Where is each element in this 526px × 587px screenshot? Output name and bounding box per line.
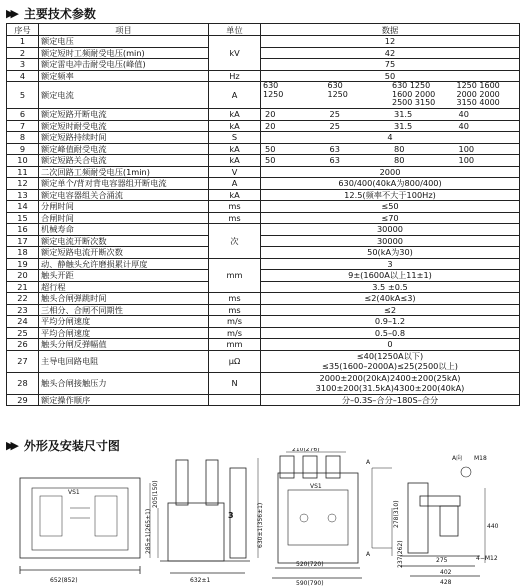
params-table bbox=[6, 23, 520, 406]
row-unit: ms bbox=[209, 212, 261, 224]
row-number: 13 bbox=[7, 189, 39, 201]
label-a2: A bbox=[366, 551, 371, 558]
row-item: 额定峰值耐受电流 bbox=[39, 143, 209, 155]
row-number: 8 bbox=[7, 132, 39, 144]
row-unit: kV bbox=[209, 36, 261, 71]
row-data: 分–0.3S–合分–180S–合分 bbox=[261, 394, 520, 406]
row-data bbox=[261, 120, 520, 132]
dim-d210: 210(276) bbox=[292, 448, 320, 453]
current-value: 630 1250 bbox=[392, 81, 431, 91]
row-data: 4 bbox=[261, 132, 520, 144]
row-number: 26 bbox=[7, 339, 39, 351]
row-data: 30000 bbox=[261, 235, 520, 247]
row-data: 0.9–1.2 bbox=[261, 316, 520, 328]
data-value: 100 bbox=[458, 155, 475, 165]
label-vs1-mid: VS1 bbox=[310, 483, 322, 490]
row-unit: μΩ bbox=[209, 350, 261, 372]
row-item: 分闸时间 bbox=[39, 201, 209, 213]
table-row bbox=[7, 36, 520, 48]
table-row bbox=[7, 235, 520, 247]
row-unit: kA bbox=[209, 155, 261, 167]
chevron-icon: ▶▶ bbox=[6, 7, 15, 20]
row-item: 平均分闸速度 bbox=[39, 316, 209, 328]
current-value: 630 bbox=[327, 81, 343, 91]
current-group bbox=[261, 82, 326, 108]
row-item: 超行程 bbox=[39, 281, 209, 293]
data-value: 25 bbox=[329, 120, 340, 131]
table-row bbox=[7, 166, 520, 178]
row-number: 1 bbox=[7, 36, 39, 48]
row-item: 主导电回路电阻 bbox=[39, 350, 209, 372]
table-row bbox=[7, 270, 520, 282]
row-item: 触头开距 bbox=[39, 270, 209, 282]
dim-w652: 652(852) bbox=[50, 577, 78, 584]
row-number: 24 bbox=[7, 316, 39, 328]
row-unit: S bbox=[209, 132, 261, 144]
row-item: 额定电流 bbox=[39, 82, 209, 109]
row-number: 2 bbox=[7, 47, 39, 59]
table-row bbox=[7, 372, 520, 394]
row-unit: m/s bbox=[209, 316, 261, 328]
dim-d402: 402 bbox=[440, 569, 452, 576]
row-item: 二次回路工频耐受电压(1min) bbox=[39, 166, 209, 178]
row-number: 20 bbox=[7, 270, 39, 282]
data-line: 3100±200(31.5kA)4300±200(40kA) bbox=[315, 383, 465, 393]
row-number: 12 bbox=[7, 178, 39, 190]
data-line: ≤40(1250A以下) bbox=[356, 351, 424, 361]
table-row bbox=[7, 339, 520, 351]
row-unit: mm bbox=[209, 339, 261, 351]
drawings-area bbox=[0, 448, 526, 587]
row-data: 30000 bbox=[261, 224, 520, 236]
row-number: 11 bbox=[7, 166, 39, 178]
row-item: 额定电压 bbox=[39, 36, 209, 48]
row-number: 22 bbox=[7, 293, 39, 305]
row-item: 额定单个/背对背电容器组开断电流 bbox=[39, 178, 209, 190]
row-data bbox=[261, 155, 520, 167]
row-item: 额定操作顺序 bbox=[39, 394, 209, 406]
row-data: ≤2 bbox=[261, 304, 520, 316]
row-number: 3 bbox=[7, 59, 39, 71]
dim-d275: 275 bbox=[436, 557, 448, 564]
row-item: 动、静触头允许磨损累计厚度 bbox=[39, 258, 209, 270]
row-item: 额定短路电流开断次数 bbox=[39, 247, 209, 259]
table-row bbox=[7, 258, 520, 270]
row-unit: ms bbox=[209, 293, 261, 305]
table-header-row bbox=[7, 24, 520, 36]
row-number: 19 bbox=[7, 258, 39, 270]
header-data: 数据 bbox=[261, 24, 520, 36]
row-unit: N bbox=[209, 372, 261, 394]
row-data: 12.5(频率不大于100Hz) bbox=[261, 189, 520, 201]
dim-d440: 440 bbox=[487, 523, 499, 530]
data-value: 100 bbox=[458, 143, 475, 154]
data-line: ≤35(1600–2000A)≤25(2500以上) bbox=[322, 361, 458, 371]
data-value: 31.5 bbox=[394, 109, 413, 119]
data-value: 63 bbox=[329, 143, 340, 154]
current-group bbox=[455, 82, 520, 108]
row-data: ≤50 bbox=[261, 201, 520, 213]
section-title-text: 外形及安装尺寸图 bbox=[23, 439, 120, 453]
row-unit: mm bbox=[209, 258, 261, 293]
row-data: 630/400(40kA为800/400) bbox=[261, 178, 520, 190]
label-a: A bbox=[366, 459, 371, 466]
current-value: 630 bbox=[263, 81, 279, 91]
chevron-icon: ▶▶ bbox=[6, 439, 15, 452]
row-item: 额定短路开断电流 bbox=[39, 109, 209, 121]
table-row bbox=[7, 201, 520, 213]
dim-d428: 428 bbox=[440, 579, 452, 586]
row-unit: ms bbox=[209, 304, 261, 316]
row-data: 50 bbox=[261, 70, 520, 82]
section-title-params bbox=[6, 5, 96, 22]
label-3: 3 bbox=[228, 511, 234, 520]
table-row bbox=[7, 247, 520, 259]
row-number: 18 bbox=[7, 247, 39, 259]
row-number: 16 bbox=[7, 224, 39, 236]
dimension-drawings bbox=[0, 448, 526, 587]
row-data: 2000 bbox=[261, 166, 520, 178]
data-value: 25 bbox=[329, 109, 340, 119]
row-item: 额定电流开断次数 bbox=[39, 235, 209, 247]
data-value: 80 bbox=[394, 143, 405, 154]
data-line: 2000±200(20kA)2400±200(25kA) bbox=[319, 373, 461, 383]
row-number: 28 bbox=[7, 372, 39, 394]
table-row bbox=[7, 281, 520, 293]
table-row bbox=[7, 224, 520, 236]
data-value: 31.5 bbox=[394, 120, 413, 131]
dim-d520: 520(720) bbox=[296, 561, 324, 568]
row-data: 75 bbox=[261, 59, 520, 71]
row-item: 平均合闸速度 bbox=[39, 327, 209, 339]
row-item: 额定短时耐受电流 bbox=[39, 120, 209, 132]
header-item: 项目 bbox=[39, 24, 209, 36]
row-data: 42 bbox=[261, 47, 520, 59]
table-row bbox=[7, 132, 520, 144]
current-group bbox=[326, 82, 391, 108]
label-a-dir: A向 bbox=[452, 455, 463, 462]
table-row bbox=[7, 178, 520, 190]
label-m18: M18 bbox=[474, 455, 487, 462]
dim-h205: 205(150) bbox=[152, 480, 159, 508]
row-data: 0 bbox=[261, 339, 520, 351]
row-data: 3 bbox=[261, 258, 520, 270]
row-number: 7 bbox=[7, 120, 39, 132]
row-number: 14 bbox=[7, 201, 39, 213]
row-number: 15 bbox=[7, 212, 39, 224]
row-data bbox=[261, 109, 520, 121]
row-unit: ms bbox=[209, 201, 261, 213]
row-data: 0.5–0.8 bbox=[261, 327, 520, 339]
row-item: 额定短路关合电流 bbox=[39, 155, 209, 167]
current-value: 3150 4000 bbox=[456, 98, 500, 108]
dim-h285: 285±1(265±1) bbox=[145, 508, 152, 554]
table-row bbox=[7, 143, 520, 155]
data-value: 50 bbox=[265, 155, 276, 165]
row-data: ≤70 bbox=[261, 212, 520, 224]
current-value: 2500 3150 bbox=[392, 98, 436, 108]
current-group bbox=[390, 82, 455, 108]
row-number: 5 bbox=[7, 82, 39, 109]
table-row bbox=[7, 59, 520, 71]
row-unit: Hz bbox=[209, 70, 261, 82]
row-unit: m/s bbox=[209, 327, 261, 339]
row-data: 3.5 ±0.5 bbox=[261, 281, 520, 293]
row-item: 额定短路持续时间 bbox=[39, 132, 209, 144]
header-no: 序号 bbox=[7, 24, 39, 36]
row-data: 50(kA为30) bbox=[261, 247, 520, 259]
row-item: 触头合闸接触压力 bbox=[39, 372, 209, 394]
table-row bbox=[7, 70, 520, 82]
row-data bbox=[261, 82, 520, 109]
row-data: 9±(1600A以上11±1) bbox=[261, 270, 520, 282]
data-value: 40 bbox=[458, 120, 469, 131]
data-value: 63 bbox=[329, 155, 340, 165]
row-unit: kA bbox=[209, 143, 261, 155]
table-row bbox=[7, 316, 520, 328]
row-data bbox=[261, 372, 520, 394]
header-unit: 单位 bbox=[209, 24, 261, 36]
row-unit: kA bbox=[209, 189, 261, 201]
table-row bbox=[7, 394, 520, 406]
row-number: 17 bbox=[7, 235, 39, 247]
row-number: 6 bbox=[7, 109, 39, 121]
table-row bbox=[7, 293, 520, 305]
data-value: 20 bbox=[265, 120, 276, 131]
row-unit: V bbox=[209, 166, 261, 178]
row-item: 合闸时间 bbox=[39, 212, 209, 224]
row-item: 额定频率 bbox=[39, 70, 209, 82]
table-row bbox=[7, 327, 520, 339]
data-value: 50 bbox=[265, 143, 276, 154]
row-data bbox=[261, 350, 520, 372]
dim-d278: 278(310) bbox=[393, 500, 400, 528]
dim-d590: 590(790) bbox=[296, 580, 324, 587]
dim-h630: 630±1(356±1) bbox=[257, 502, 264, 548]
row-unit: kA bbox=[209, 120, 261, 132]
current-value: 1250 1600 bbox=[456, 81, 500, 91]
data-value: 80 bbox=[394, 155, 405, 165]
row-number: 10 bbox=[7, 155, 39, 167]
row-number: 29 bbox=[7, 394, 39, 406]
data-value: 20 bbox=[265, 109, 276, 119]
current-value: 1250 bbox=[327, 89, 348, 99]
row-item: 额定雷电冲击耐受电压(峰值) bbox=[39, 59, 209, 71]
row-number: 23 bbox=[7, 304, 39, 316]
row-item: 触头合闸弹跳时间 bbox=[39, 293, 209, 305]
row-number: 27 bbox=[7, 350, 39, 372]
row-unit: A bbox=[209, 82, 261, 109]
table-row bbox=[7, 189, 520, 201]
row-item: 额定短时工频耐受电压(min) bbox=[39, 47, 209, 59]
dim-d237: 237(262) bbox=[397, 540, 404, 568]
row-unit: 次 bbox=[209, 224, 261, 259]
row-number: 9 bbox=[7, 143, 39, 155]
current-value: 1600 2000 bbox=[392, 89, 436, 99]
dim-w632: 632±1 bbox=[190, 577, 211, 584]
table-row bbox=[7, 47, 520, 59]
row-unit: A bbox=[209, 178, 261, 190]
row-unit: kA bbox=[209, 109, 261, 121]
table-row bbox=[7, 304, 520, 316]
table-row bbox=[7, 109, 520, 121]
row-item: 额定电容器组关合涌流 bbox=[39, 189, 209, 201]
row-unit bbox=[209, 394, 261, 406]
row-data: 12 bbox=[261, 36, 520, 48]
table-row bbox=[7, 155, 520, 167]
data-value: 40 bbox=[458, 109, 469, 119]
section-title-text: 主要技术参数 bbox=[23, 7, 96, 21]
dim-m12: 4−M12 bbox=[476, 555, 498, 562]
row-item: 机械寿命 bbox=[39, 224, 209, 236]
row-data bbox=[261, 143, 520, 155]
row-data: ≤2(40kA≤3) bbox=[261, 293, 520, 305]
row-item: 触头分闸反弹幅值 bbox=[39, 339, 209, 351]
label-vs1-front: VS1 bbox=[68, 489, 80, 496]
row-item: 三相分、合闸不同期性 bbox=[39, 304, 209, 316]
current-value: 1250 bbox=[263, 89, 284, 99]
current-value: 2000 2000 bbox=[456, 89, 500, 99]
table-row bbox=[7, 212, 520, 224]
table-row bbox=[7, 120, 520, 132]
row-number: 25 bbox=[7, 327, 39, 339]
table-row bbox=[7, 350, 520, 372]
row-number: 21 bbox=[7, 281, 39, 293]
table-row bbox=[7, 82, 520, 109]
row-number: 4 bbox=[7, 70, 39, 82]
